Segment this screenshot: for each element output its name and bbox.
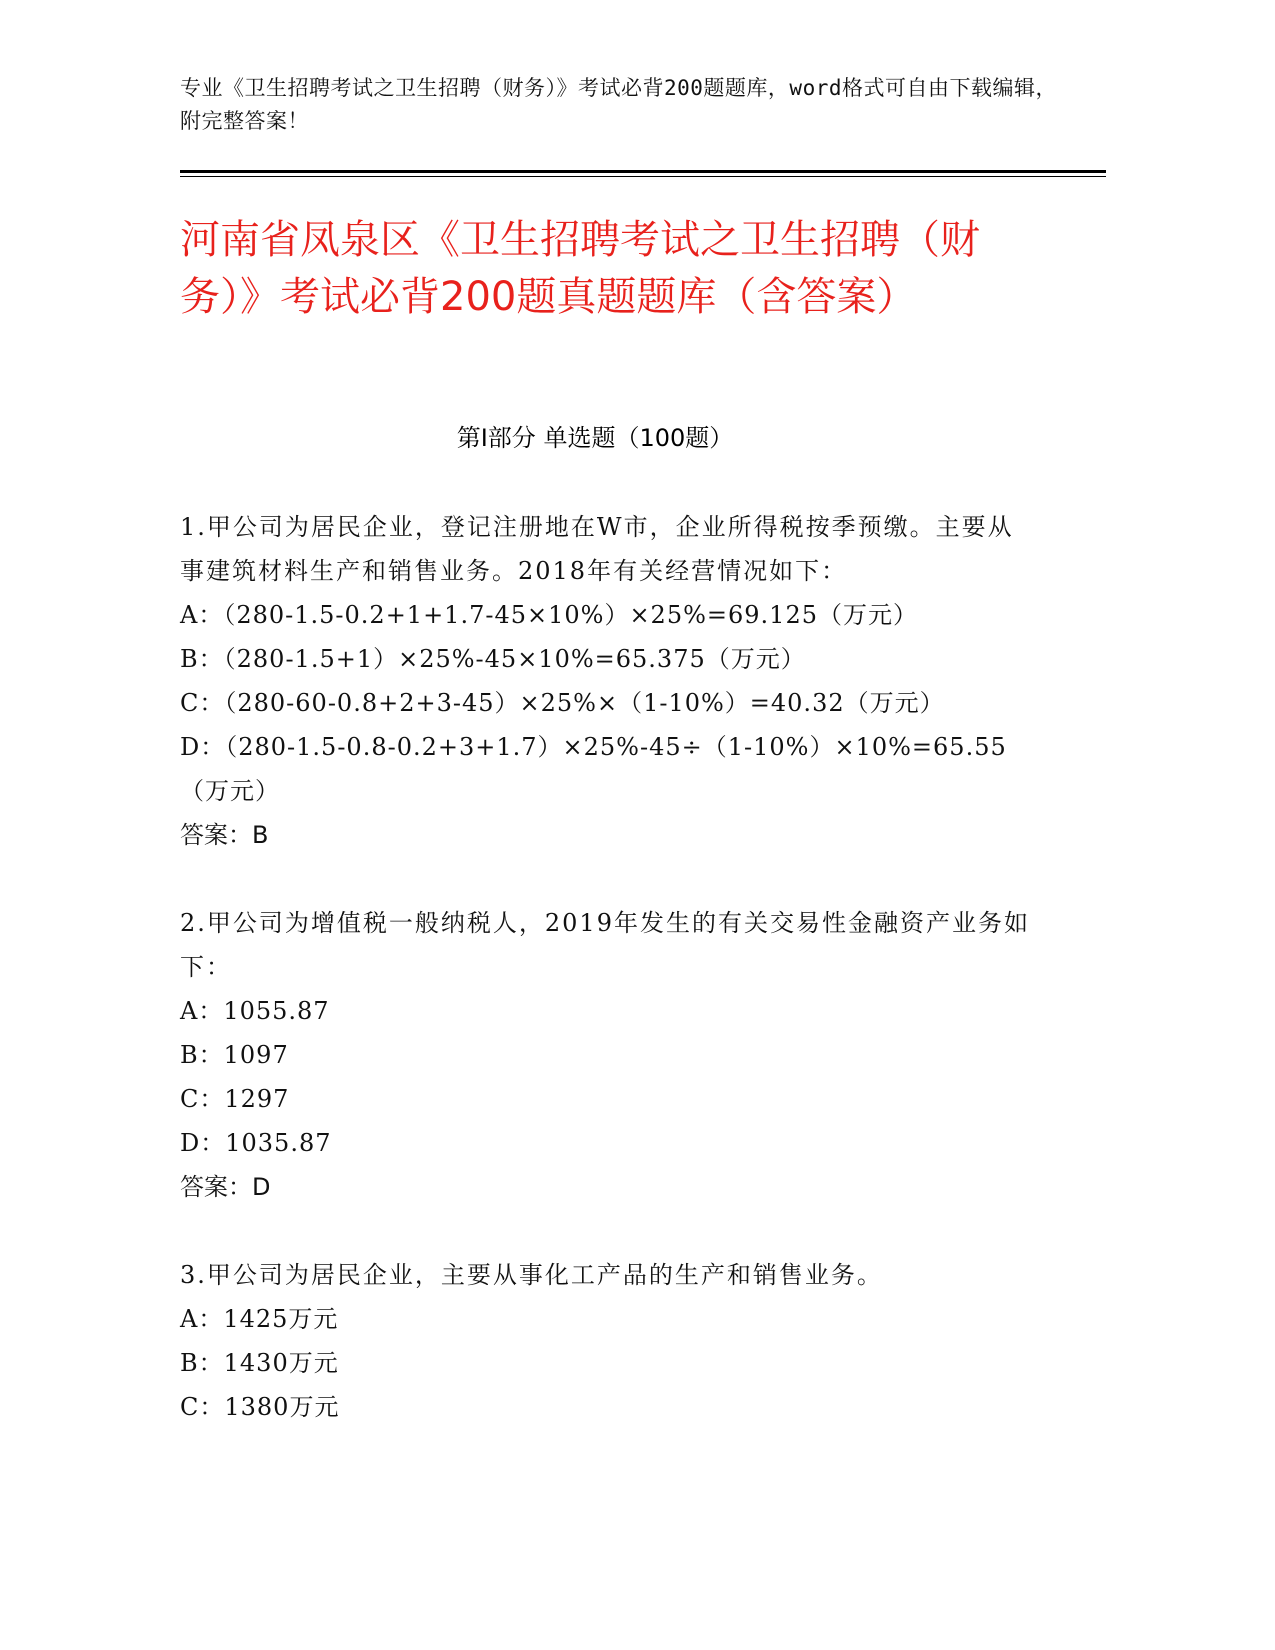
- option-a: A：1425万元: [180, 1305, 339, 1333]
- option-b: B：1097: [180, 1041, 289, 1069]
- question-3: [180, 1253, 1030, 1429]
- question-2: [180, 901, 1030, 1209]
- option-b: B：1430万元: [180, 1349, 339, 1377]
- question-stem: 1.甲公司为居民企业，登记注册地在W市，企业所得税按季预缴。主要从事建筑材料生产和销售业务。2018年有关经营情况如下：: [180, 513, 1014, 585]
- option-c: C：1297: [180, 1085, 290, 1113]
- question-stem: 2.甲公司为增值税一般纳税人，2019年发生的有关交易性金融资产业务如下：: [180, 909, 1030, 981]
- option-d: D：1035.87: [180, 1129, 332, 1157]
- answer: 答案：B: [180, 821, 269, 849]
- answer: 答案：D: [180, 1173, 271, 1201]
- section-heading: 第Ⅰ部分 单选题（100题）: [456, 424, 734, 452]
- question-stem: 3.甲公司为居民企业，主要从事化工产品的生产和销售业务。: [180, 1261, 883, 1289]
- question-1: [180, 505, 1030, 857]
- option-a: A：（280-1.5-0.2+1+1.7-45×10%）×25%=69.125（万元）: [180, 601, 918, 629]
- header-rule: [180, 170, 1106, 173]
- question-list: [180, 505, 1030, 1473]
- header-note: 专业《卫生招聘考试之卫生招聘（财务）》考试必背200题题库，word格式可自由下载编辑，附完整答案！: [180, 76, 1057, 133]
- header-rule-thin: [180, 176, 1106, 177]
- option-d: D：（280-1.5-0.8-0.2+3+1.7）×25%-45÷（1-10%）×10%=65.55（万元）: [180, 733, 1007, 805]
- document-title: 河南省凤泉区《卫生招聘考试之卫生招聘（财务）》考试必背200题真题题库（含答案）: [180, 217, 980, 320]
- option-a: A：1055.87: [180, 997, 330, 1025]
- option-c: C：1380万元: [180, 1393, 340, 1421]
- option-c: C：（280-60-0.8+2+3-45）×25%×（1-10%）=40.32（万元）: [180, 689, 945, 717]
- option-b: B：（280-1.5+1）×25%-45×10%=65.375（万元）: [180, 645, 806, 673]
